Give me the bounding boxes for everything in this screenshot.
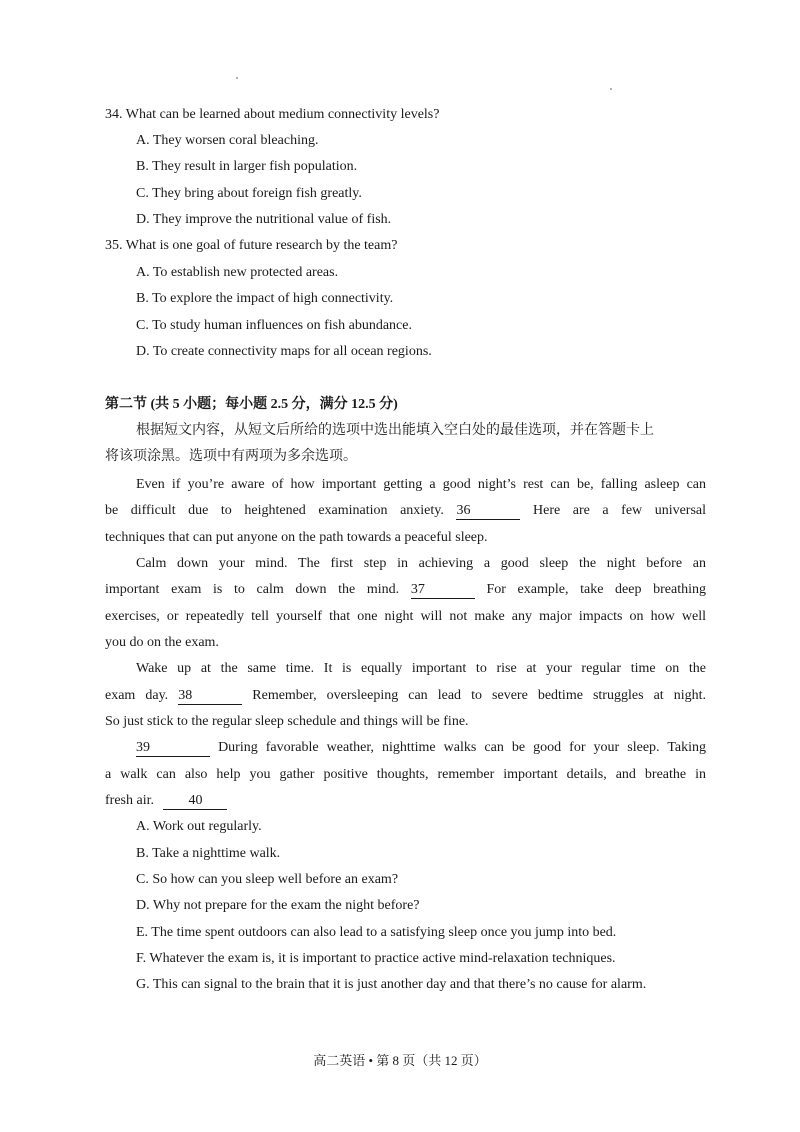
section-heading: 第二节 (共 5 小题；每小题 2.5 分，满分 12.5 分) bbox=[105, 397, 398, 412]
q34-option-c: C. They bring about foreign fish greatly. bbox=[136, 186, 362, 201]
q34-option-d: D. They improve the nutritional value of fish. bbox=[136, 212, 392, 227]
question-35-stem: 35. What is one goal of future research by the team? bbox=[105, 238, 398, 253]
passage-p4-line-3 bbox=[105, 792, 227, 810]
q35-option-a: A. To establish new protected areas. bbox=[136, 265, 339, 280]
scan-speck bbox=[610, 88, 612, 90]
blank-38: 38 bbox=[178, 688, 242, 705]
blank-36: 36 bbox=[456, 503, 520, 520]
option-e: E. The time spent outdoors can also lead to a satisfying sleep once you jump into bed. bbox=[136, 925, 617, 940]
passage-text: be difficult due to heightened examination anxiety. bbox=[105, 503, 444, 518]
passage-p4-line-1 bbox=[136, 739, 706, 757]
passage-p4-line-2: a walk can also help you gather positive thoughts, remember important details, and breathe in bbox=[105, 767, 706, 782]
passage-p3-line-2 bbox=[105, 687, 706, 705]
option-c: C. So how can you sleep well before an exam? bbox=[136, 872, 399, 887]
passage-p2-line-4: you do on the exam. bbox=[105, 635, 219, 650]
option-a: A. Work out regularly. bbox=[136, 819, 262, 834]
instructions-line-2: 将该项涂黑。选项中有两项为多余选项。 bbox=[105, 449, 357, 464]
blank-39: 39 bbox=[136, 740, 210, 757]
blank-40: 40 bbox=[163, 793, 227, 810]
q35-option-b: B. To explore the impact of high connectivity. bbox=[136, 291, 394, 306]
option-d: D. Why not prepare for the exam the night before? bbox=[136, 898, 420, 913]
passage-text: Remember, oversleeping can lead to severe bedtime struggles at night. bbox=[252, 688, 706, 703]
passage-p2-line-2 bbox=[105, 581, 706, 599]
blank-37: 37 bbox=[411, 582, 475, 599]
passage-text: important exam is to calm down the mind. bbox=[105, 582, 400, 597]
q35-option-d: D. To create connectivity maps for all ocean regions. bbox=[136, 344, 432, 359]
q34-option-a: A. They worsen coral bleaching. bbox=[136, 133, 319, 148]
passage-p1-line-2 bbox=[105, 502, 706, 520]
q35-option-c: C. To study human influences on fish abundance. bbox=[136, 318, 412, 333]
q34-option-b: B. They result in larger fish population. bbox=[136, 159, 358, 174]
passage-p2-line-3: exercises, or repeatedly tell yourself that one night will not make any major impacts on how well bbox=[105, 609, 706, 624]
passage-p2-line-1: Calm down your mind. The first step in achieving a good sleep the night before an bbox=[136, 556, 706, 571]
page-footer: 高二英语 • 第 8 页（共 12 页） bbox=[313, 1053, 487, 1068]
passage-p1-line-3: techniques that can put anyone on the path towards a peaceful sleep. bbox=[105, 530, 488, 545]
passage-text: For example, take deep breathing bbox=[486, 582, 706, 597]
passage-text: exam day. bbox=[105, 688, 169, 703]
passage-text: During favorable weather, nighttime walks can be good for your sleep. Taking bbox=[218, 740, 707, 755]
passage-p1-line-1: Even if you’re aware of how important getting a good night’s rest can be, falling asleep can bbox=[136, 477, 706, 492]
option-b: B. Take a nighttime walk. bbox=[136, 846, 281, 861]
passage-p3-line-1: Wake up at the same time. It is equally important to rise at your regular time on the bbox=[136, 661, 706, 676]
option-g: G. This can signal to the brain that it is just another day and that there’s no cause for alarm. bbox=[136, 977, 647, 992]
passage-text: fresh air. bbox=[105, 793, 154, 808]
scan-speck bbox=[236, 77, 238, 79]
instructions-line-1: 根据短文内容，从短文后所给的选项中选出能填入空白处的最佳选项，并在答题卡上 bbox=[136, 423, 654, 438]
question-34-stem: 34. What can be learned about medium connectivity levels? bbox=[105, 107, 440, 122]
passage-p3-line-3: So just stick to the regular sleep schedule and things will be fine. bbox=[105, 714, 469, 729]
option-f: F. Whatever the exam is, it is important to practice active mind-relaxation techniques. bbox=[136, 951, 616, 966]
passage-text: Here are a few universal bbox=[533, 503, 707, 518]
